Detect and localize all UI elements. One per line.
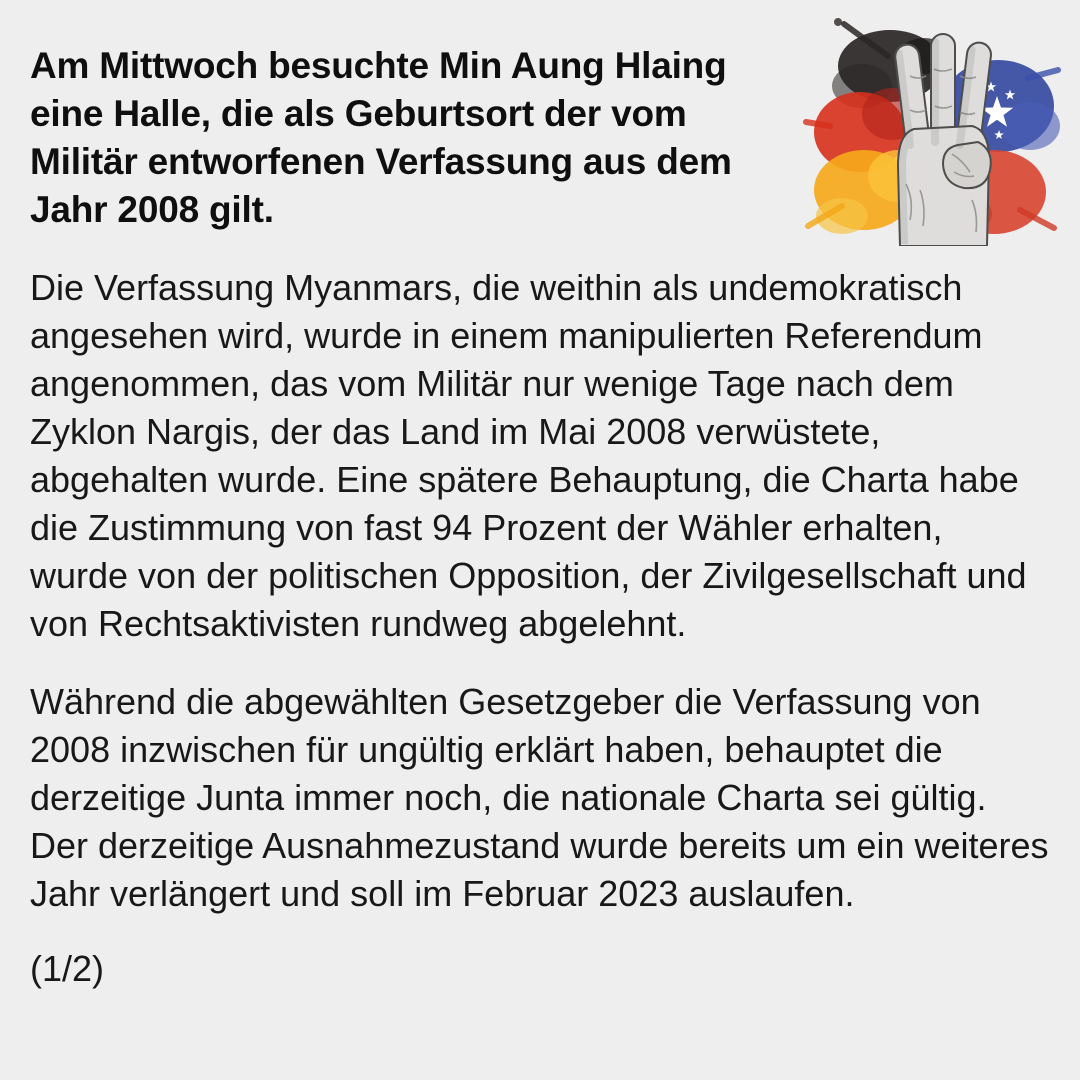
page-indicator: (1/2) [30,948,105,989]
salute-hand-icon [894,34,992,246]
paragraph-junta-claim: Während die abgewählten Gesetzgeber die Verfassung von 2008 inzwischen für ungültig erklärt haben, behauptet die derzeitige Junta immer noch, die nationale Charta sei gültig. Der derzeitige Ausnahmezustand wurde bereits um ein weiteres Jahr verlängert und soll im Februar 2023 auslaufen. [30,681,1049,914]
three-finger-salute-watercolor-icon [802,14,1064,246]
paragraph-referendum: Die Verfassung Myanmars, die weithin als undemokratisch angesehen wird, wurde in einem manipulierten Referendum angenommen, das vom Militär nur wenige Tage nach dem Zyklon Nargis, der das Land im Mai 2008 verwüstete, abgehalten wurde. Eine spätere Behauptung, die Charta habe die Zustimmung von fast 94 Prozent der Wähler erhalten, wurde von der politischen Opposition, der Zivilgesellschaft und von Rechtsaktivisten rundweg abgelehnt. [30,267,1027,644]
salute-illustration-svg [802,14,1064,246]
headline: Am Mittwoch besuchte Min Aung Hlaing eine Halle, die als Geburtsort der vom Militär entworfenen Verfassung aus dem Jahr 2008 gilt. [30,45,732,230]
